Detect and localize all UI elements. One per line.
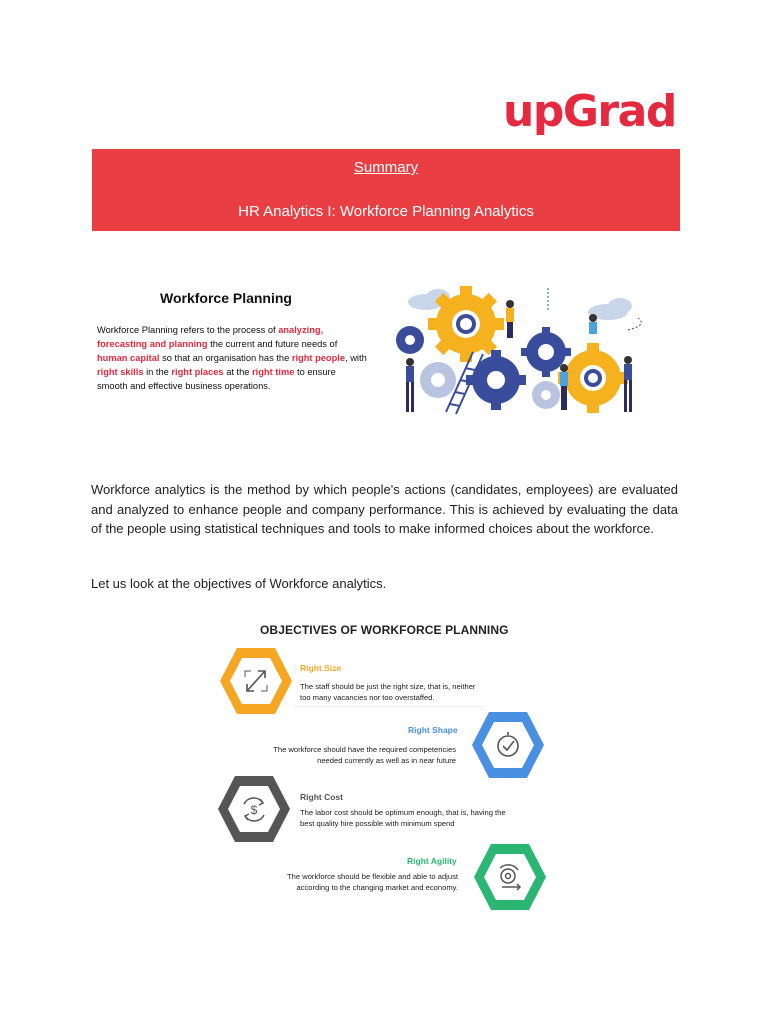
highlighted-term: human capital	[97, 353, 160, 363]
highlighted-term: analyzing, forecasting and planning	[97, 325, 324, 349]
right-cost-text: The labor cost should be optimum enough, that is, having the best quality hire possible with minimum spend	[300, 808, 506, 828]
description-text: , with	[345, 353, 367, 363]
right-agility-text: The workforce should be flexible and able to adjust according to the changing market and economy.	[287, 872, 458, 892]
summary-heading: Summary	[353, 159, 419, 176]
workforce-planning-description	[97, 323, 367, 393]
right-cost-hexagon	[216, 774, 292, 844]
objectives-title: OBJECTIVES OF WORKFORCE PLANNING	[260, 623, 509, 637]
right-shape-hexagon	[470, 710, 546, 780]
banner-subtitle: HR Analytics I: Workforce Planning Analytics	[238, 203, 534, 220]
objectives-intro: Let us look at the objectives of Workforce analytics.	[91, 576, 387, 591]
description-text: Workforce Planning refers to the process of	[97, 325, 279, 335]
description-text: the current and future needs of	[207, 339, 338, 349]
right-size-text: The staff should be just the right size, that is, neither too many vacancies nor too overstaffed.	[300, 682, 476, 702]
right-size-hexagon	[218, 646, 294, 716]
right-shape-title: Right Shape	[408, 725, 458, 735]
description-text: to ensure smooth and effective business operations.	[97, 367, 336, 391]
upgrad-logo: upGrad	[503, 86, 676, 137]
workforce-planning-title: Workforce Planning	[160, 290, 292, 306]
highlighted-term: right time	[252, 367, 295, 377]
gears-and-people-illustration	[388, 280, 650, 420]
highlighted-term: right people	[291, 353, 346, 363]
right-agility-title: Right Agility	[407, 856, 457, 866]
svg-text:$: $	[250, 803, 258, 817]
highlighted-term: right skills	[97, 367, 144, 377]
description-text: so that an organisation has the	[159, 353, 292, 363]
right-agility-hexagon	[472, 842, 548, 912]
highlighted-term: right places	[171, 367, 224, 377]
workforce-analytics-paragraph: Workforce analytics is the method by which people's actions (candidates, employees) are evaluated and analyzed to enhance people and company performance. This is achieved by evaluating the data of the people using statistical techniques and tools to make informed choices about the workforce.	[91, 482, 678, 536]
right-shape-text: The workforce should have the required competencies needed currently as well as in near future	[273, 745, 456, 765]
right-cost-title: Right Cost	[300, 792, 343, 802]
right-size-title: Right Size	[300, 663, 342, 673]
summary-banner	[92, 149, 680, 231]
objectives-infographic	[214, 614, 554, 916]
description-text: in the	[143, 367, 172, 377]
description-text: at the	[223, 367, 253, 377]
